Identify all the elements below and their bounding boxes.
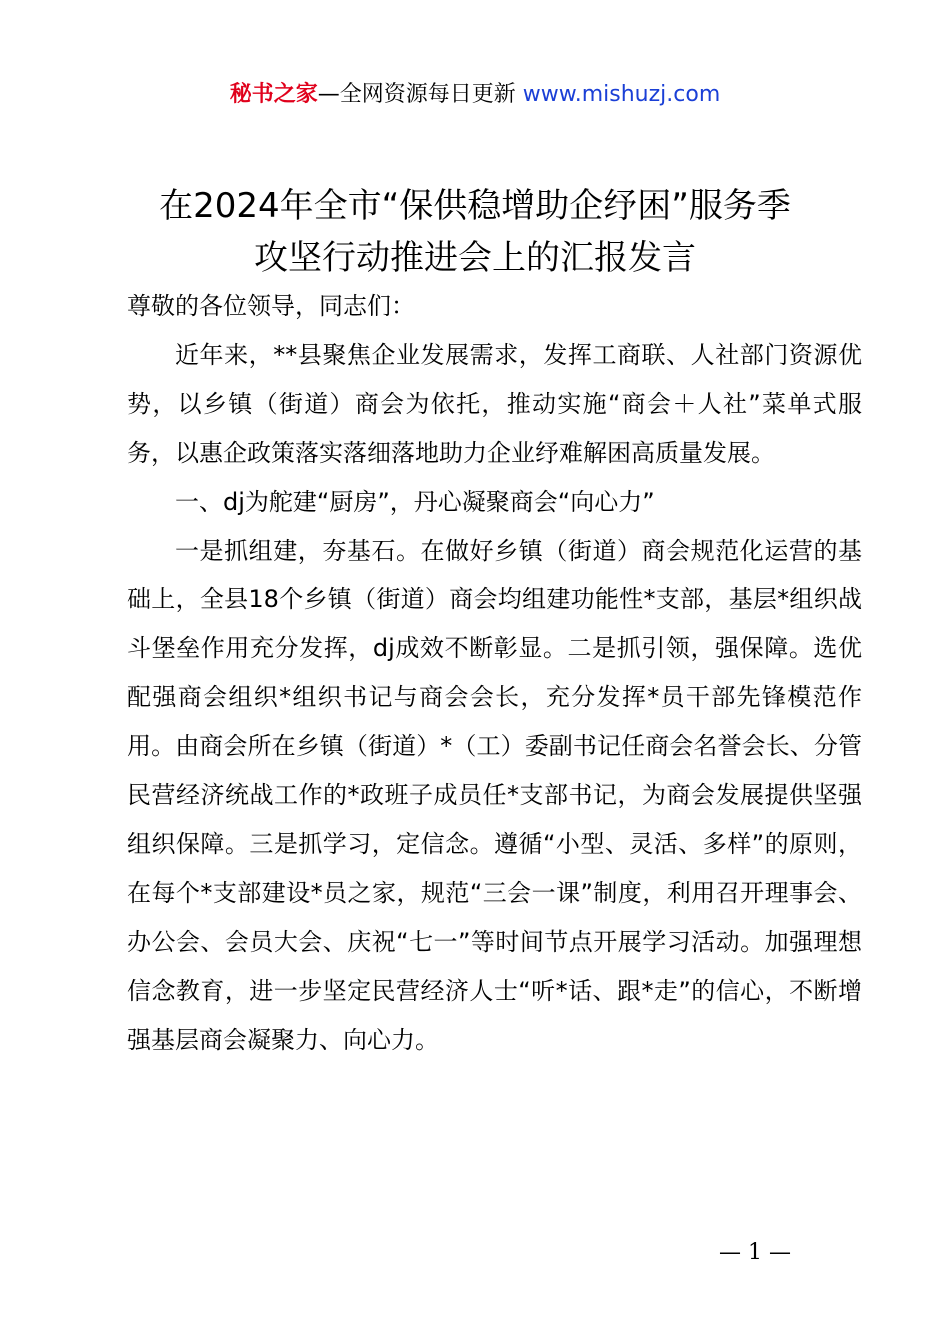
title-line-1: 在2024年全市“保供稳增助企纾困”服务季 xyxy=(159,186,791,226)
section-heading: 一、dj为舵建“厨房”，丹心凝聚商会“向心力” xyxy=(175,487,655,516)
title-line-2: 攻坚行动推进会上的汇报发言 xyxy=(254,238,696,278)
site-header xyxy=(0,78,950,112)
document-body xyxy=(127,282,862,1065)
greeting: 尊敬的各位领导，同志们： xyxy=(127,292,415,320)
body-paragraph: 一是抓组建，夯基石。在做好乡镇（街道）商会规范化运营的基础上，全县18个乡镇（街道）商会均组建功能性*支部，基层*组织战斗堡垒作用充分发挥，dj成效不断彰显。二是抓引领，强保障。选优配强商会组织*组织书记与商会会长，充分发挥*员干部先锋模范作用。由商会所在乡镇（街道）*（工）委副书记任商会名誉会长、分管民营经济统战工作的*政班子成员任*支部书记，为商会发展提供坚强组织保障。三是抓学习，定信念。遵循“小型、灵活、多样”的原则，在每个*支部建设*员之家，规范“三会一课”制度，利用召开理事会、办公会、会员大会、庆祝“七一”等时间节点开展学习活动。加强理想信念教育，进一步坚定民营经济人士“听*话、跟*走”的信心，不断增强基层商会凝聚力、向心力。 xyxy=(127,536,862,1054)
site-url-link[interactable]: www.mishuzj.com xyxy=(522,82,721,107)
document-title xyxy=(60,180,890,284)
header-tagline: —全网资源每日更新 xyxy=(317,82,523,107)
brand-name: 秘书之家 xyxy=(229,82,318,107)
intro-paragraph: 近年来，**县聚焦企业发展需求，发挥工商联、人社部门资源优势，以乡镇（街道）商会为依托，推动实施“商会＋人社”菜单式服务，以惠企政策落实落细落地助力企业纾难解困高质量发展。 xyxy=(127,340,862,467)
page-number: — 1 — xyxy=(719,1240,791,1265)
